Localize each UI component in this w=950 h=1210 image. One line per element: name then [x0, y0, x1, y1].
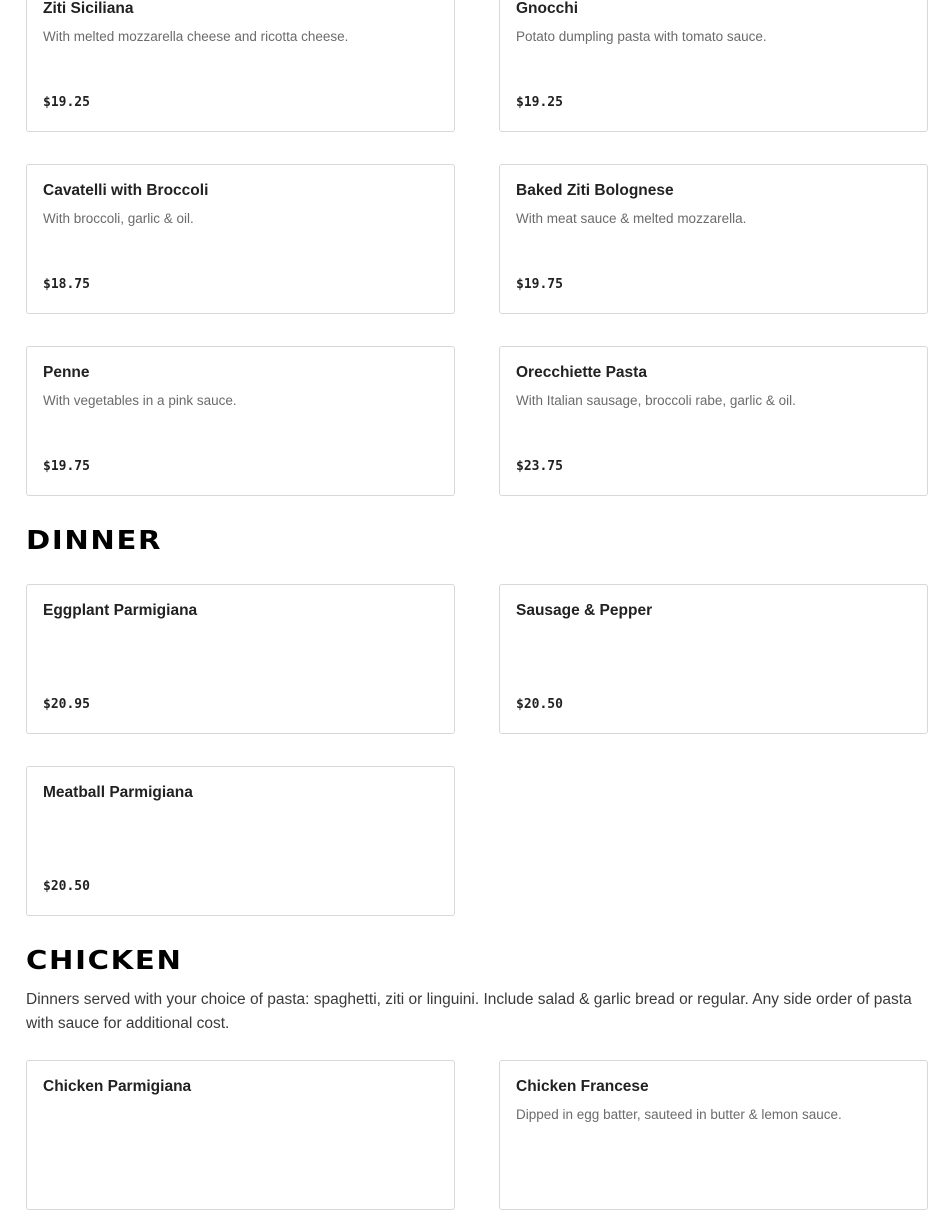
menu-item-card[interactable]: [499, 0, 928, 132]
menu-item-card[interactable]: [499, 1060, 928, 1210]
menu-item-price: $20.50: [516, 697, 563, 712]
menu-item-price: $19.75: [43, 459, 90, 474]
menu-item-card[interactable]: [26, 346, 455, 496]
section-title-chicken: CHICKEN: [26, 946, 183, 976]
menu-item-card[interactable]: [499, 164, 928, 314]
menu-item-card[interactable]: [26, 0, 455, 132]
menu-item-card[interactable]: [26, 766, 455, 916]
menu-item-name: Orecchiette Pasta: [516, 364, 647, 381]
menu-item-description: Potato dumpling pasta with tomato sauce.: [516, 29, 767, 44]
menu-item-price: $19.75: [516, 277, 563, 292]
menu-item-price: $20.95: [43, 697, 90, 712]
menu-item-price: $18.75: [43, 277, 90, 292]
menu-item-price: $23.75: [516, 459, 563, 474]
menu-item-name: Penne: [43, 364, 90, 381]
menu-item-price: $20.50: [43, 879, 90, 894]
menu-item-card[interactable]: [499, 346, 928, 496]
menu-item-name: Eggplant Parmigiana: [43, 602, 198, 619]
menu-item-card[interactable]: [26, 1060, 455, 1210]
section-description: Dinners served with your choice of pasta: spaghetti, ziti or linguini. Include salad & garlic bread or regular. Any side order of pasta with sauce for additional cost.: [26, 991, 912, 1032]
menu-item-name: Chicken Francese: [516, 1078, 649, 1095]
section-title-dinner: DINNER: [26, 526, 163, 556]
menu-item-name: Ziti Siciliana: [43, 0, 134, 17]
menu-item-name: Meatball Parmigiana: [43, 784, 193, 801]
menu-item-card[interactable]: [26, 164, 455, 314]
menu-item-description: With broccoli, garlic & oil.: [43, 211, 194, 226]
menu-item-card[interactable]: [26, 584, 455, 734]
menu-item-name: Baked Ziti Bolognese: [516, 182, 674, 199]
menu-item-card[interactable]: [499, 584, 928, 734]
menu-item-description: With Italian sausage, broccoli rabe, garlic & oil.: [516, 393, 796, 408]
menu-item-description: Dipped in egg batter, sauteed in butter & lemon sauce.: [516, 1107, 842, 1122]
menu-item-name: Cavatelli with Broccoli: [43, 182, 209, 199]
menu-item-price: $19.25: [43, 95, 90, 110]
menu-item-name: Chicken Parmigiana: [43, 1078, 192, 1095]
menu-item-name: Sausage & Pepper: [516, 602, 653, 619]
menu-item-name: Gnocchi: [516, 0, 579, 17]
menu-item-description: With melted mozzarella cheese and ricotta cheese.: [43, 29, 349, 44]
menu-item-description: With meat sauce & melted mozzarella.: [516, 211, 747, 226]
menu-item-price: $19.25: [516, 95, 563, 110]
menu-item-description: With vegetables in a pink sauce.: [43, 393, 237, 408]
